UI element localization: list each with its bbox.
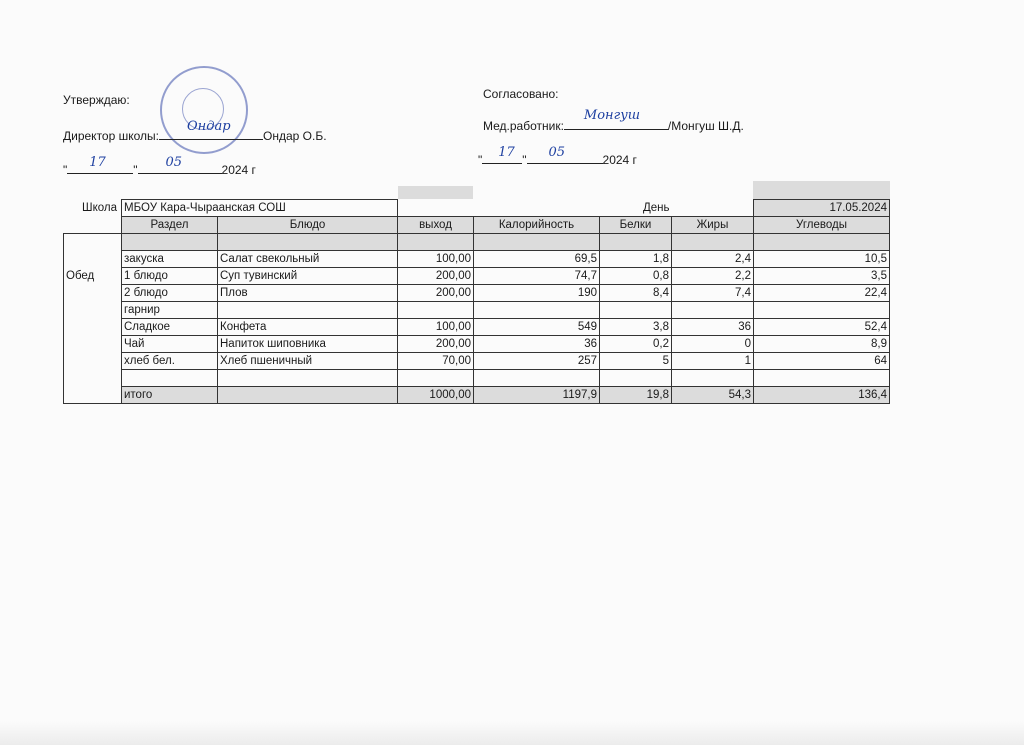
total-out: 1000,00 bbox=[398, 387, 474, 404]
menu-table bbox=[63, 199, 890, 404]
row-protein: 1,8 bbox=[600, 251, 672, 268]
left-date-year: 2024 г bbox=[221, 163, 256, 177]
left-date-quote-2: " bbox=[133, 163, 138, 177]
row-protein: 3,8 bbox=[600, 319, 672, 336]
row-fat: 7,4 bbox=[672, 285, 754, 302]
row-fat: 0 bbox=[672, 336, 754, 353]
col-header-section: Раздел bbox=[122, 217, 218, 234]
left-date-quote: " bbox=[63, 163, 68, 177]
row-dish: Напиток шиповника bbox=[218, 336, 398, 353]
row-kcal: 190 bbox=[474, 285, 600, 302]
agreed-label: Согласовано: bbox=[483, 87, 559, 101]
total-fat: 54,3 bbox=[672, 387, 754, 404]
director-line bbox=[63, 119, 327, 143]
left-date-month: 05 bbox=[165, 155, 183, 170]
row-fat: 36 bbox=[672, 319, 754, 336]
school-row bbox=[64, 200, 890, 217]
medic-name: /Монгуш Ш.Д. bbox=[667, 119, 744, 133]
row-kcal: 549 bbox=[474, 319, 600, 336]
row-section: 2 блюдо bbox=[122, 285, 218, 302]
date-shade bbox=[753, 181, 890, 199]
row-kcal bbox=[474, 302, 600, 319]
meal-label: Обед bbox=[64, 268, 122, 285]
medic-signature: Монгуш bbox=[564, 117, 668, 130]
row-carb: 64 bbox=[754, 353, 890, 370]
row-out bbox=[398, 302, 474, 319]
table-row bbox=[64, 285, 890, 302]
left-date-day-field bbox=[67, 155, 133, 174]
row-protein: 5 bbox=[600, 353, 672, 370]
col-header-fat: Жиры bbox=[672, 217, 754, 234]
right-date-day: 17 bbox=[498, 145, 515, 160]
left-date-day: 17 bbox=[89, 155, 106, 170]
row-carb: 52,4 bbox=[754, 319, 890, 336]
total-label: итого bbox=[122, 387, 218, 404]
col-header-protein: Белки bbox=[600, 217, 672, 234]
right-date-day-field bbox=[482, 145, 522, 164]
row-carb: 8,9 bbox=[754, 336, 890, 353]
col-header-out: выход bbox=[398, 217, 474, 234]
row-out: 200,00 bbox=[398, 336, 474, 353]
day-date: 17.05.2024 bbox=[754, 200, 890, 217]
row-protein: 8,4 bbox=[600, 285, 672, 302]
left-date-month-field bbox=[138, 155, 222, 174]
total-carb: 136,4 bbox=[754, 387, 890, 404]
row-out: 70,00 bbox=[398, 353, 474, 370]
row-section: Чай bbox=[122, 336, 218, 353]
total-protein: 19,8 bbox=[600, 387, 672, 404]
row-kcal: 257 bbox=[474, 353, 600, 370]
right-date-year: 2024 г bbox=[602, 153, 637, 167]
row-dish: Салат свекольный bbox=[218, 251, 398, 268]
right-date-quote-2: " bbox=[522, 153, 527, 167]
row-carb: 22,4 bbox=[754, 285, 890, 302]
school-label: Школа bbox=[82, 202, 117, 214]
row-out: 200,00 bbox=[398, 268, 474, 285]
table-row bbox=[64, 336, 890, 353]
row-out: 200,00 bbox=[398, 285, 474, 302]
row-fat: 2,2 bbox=[672, 268, 754, 285]
right-date-line bbox=[478, 145, 637, 167]
row-protein: 0,8 bbox=[600, 268, 672, 285]
day-label: День bbox=[642, 201, 670, 214]
table-row bbox=[64, 234, 890, 251]
row-fat: 2,4 bbox=[672, 251, 754, 268]
table-row bbox=[64, 370, 890, 387]
total-row bbox=[64, 387, 890, 404]
medic-label: Мед.работник: bbox=[483, 119, 564, 133]
director-signature: Ондар bbox=[159, 127, 263, 140]
row-carb bbox=[754, 302, 890, 319]
table-row bbox=[64, 302, 890, 319]
row-section: 1 блюдо bbox=[122, 268, 218, 285]
header-shade bbox=[398, 186, 473, 199]
left-date-line bbox=[63, 155, 256, 177]
director-name: Ондар О.Б. bbox=[263, 129, 327, 143]
row-section: хлеб бел. bbox=[122, 353, 218, 370]
table-row bbox=[64, 268, 890, 285]
row-kcal: 69,5 bbox=[474, 251, 600, 268]
scan-edge bbox=[0, 721, 1024, 745]
right-date-month-field bbox=[527, 145, 603, 164]
row-dish: Суп тувинский bbox=[218, 268, 398, 285]
row-carb: 10,5 bbox=[754, 251, 890, 268]
col-header-dish: Блюдо bbox=[218, 217, 398, 234]
right-date-month: 05 bbox=[548, 145, 566, 160]
col-header-carb: Углеводы bbox=[754, 217, 890, 234]
row-protein: 0,2 bbox=[600, 336, 672, 353]
table-row bbox=[64, 353, 890, 370]
row-out: 100,00 bbox=[398, 319, 474, 336]
row-section: закуска bbox=[122, 251, 218, 268]
table-row bbox=[64, 251, 890, 268]
approved-label: Утверждаю: bbox=[63, 93, 130, 107]
row-fat: 1 bbox=[672, 353, 754, 370]
row-dish: Плов bbox=[218, 285, 398, 302]
table-row bbox=[64, 319, 890, 336]
total-kcal: 1197,9 bbox=[474, 387, 600, 404]
row-fat bbox=[672, 302, 754, 319]
row-section: Сладкое bbox=[122, 319, 218, 336]
row-dish bbox=[218, 302, 398, 319]
header-row bbox=[64, 217, 890, 234]
right-date-quote: " bbox=[478, 153, 483, 167]
row-dish: Конфета bbox=[218, 319, 398, 336]
row-out: 100,00 bbox=[398, 251, 474, 268]
director-label: Директор школы: bbox=[63, 129, 159, 143]
medic-line bbox=[483, 108, 744, 133]
row-kcal: 74,7 bbox=[474, 268, 600, 285]
row-carb: 3,5 bbox=[754, 268, 890, 285]
row-section: гарнир bbox=[122, 302, 218, 319]
row-kcal: 36 bbox=[474, 336, 600, 353]
school-name: МБОУ Кара-Чыраанская СОШ bbox=[122, 200, 398, 217]
row-dish: Хлеб пшеничный bbox=[218, 353, 398, 370]
row-protein bbox=[600, 302, 672, 319]
col-header-kcal: Калорийность bbox=[474, 217, 600, 234]
